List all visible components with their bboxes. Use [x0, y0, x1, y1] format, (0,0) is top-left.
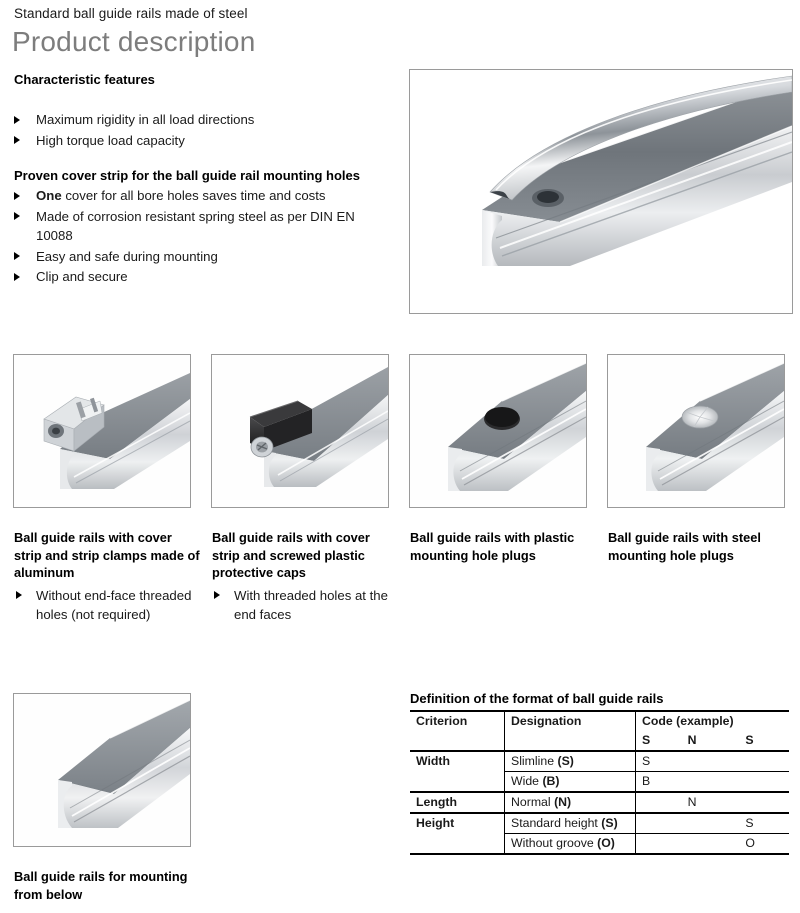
list-item-label: With threaded holes at the end faces	[234, 587, 388, 622]
format-definition-table	[410, 710, 789, 855]
list-item-label: Maximum rigidity in all load directions	[36, 112, 255, 127]
cell-criterion: Length	[410, 792, 505, 813]
designation-abbr: (B)	[542, 774, 560, 788]
designation-abbr: (S)	[601, 816, 618, 830]
figure-mounting-from-below	[13, 693, 191, 847]
code-slot-3	[745, 752, 789, 757]
code-slot-3: S	[745, 816, 754, 830]
page-title: Product description	[12, 26, 256, 57]
cell-code-group	[636, 751, 790, 772]
designation-abbr: (O)	[597, 836, 615, 850]
cell-criterion	[410, 772, 505, 793]
designation-text: Normal	[511, 795, 551, 809]
code-slot-2	[688, 834, 732, 839]
code-slot-2	[688, 752, 732, 757]
triangle-bullet-icon	[14, 116, 20, 124]
cell-designation	[505, 792, 636, 813]
subheader-blank-designation	[505, 731, 636, 751]
page-eyebrow: Standard ball guide rails made of steel	[14, 6, 248, 21]
rail-illustration	[212, 355, 388, 507]
rail-illustration	[410, 355, 586, 507]
cell-designation	[505, 751, 636, 772]
cell-criterion: Height	[410, 813, 505, 834]
code-slot-header-2: N	[687, 733, 697, 747]
table-body	[410, 751, 789, 854]
cell-code-group	[636, 772, 790, 793]
features-heading: Characteristic features	[14, 72, 155, 87]
rail-illustration	[608, 355, 784, 507]
code-slot-1: S	[642, 754, 651, 768]
figure-caption: Ball guide rails for mounting from below	[14, 869, 188, 902]
table-subheader-row	[410, 731, 789, 751]
designation-text: Slimline	[511, 754, 555, 768]
designation-abbr: (N)	[554, 795, 572, 809]
features-list	[14, 110, 394, 151]
list-item-label: High torque load capacity	[36, 132, 185, 148]
figure-caption: Ball guide rails with steel mounting hole plugs	[608, 530, 761, 563]
rail-illustration	[14, 355, 190, 507]
code-slot-1	[642, 834, 686, 839]
caption-bullet-list	[212, 586, 398, 625]
caption-text: Ball guide rails with cover strip and screwed plastic protective caps	[212, 530, 370, 580]
list-item	[14, 207, 394, 246]
code-slot-header-group	[636, 731, 790, 751]
list-item-label: Easy and safe during mounting	[36, 248, 218, 264]
caption-text: Ball guide rails with cover strip and strip clamps made of aluminum	[14, 530, 200, 580]
code-slot-3	[745, 793, 789, 798]
caption-bullet-list	[14, 586, 200, 625]
list-item	[14, 267, 394, 287]
table-row	[410, 792, 789, 813]
list-item	[14, 247, 394, 267]
column-header-criterion: Criterion	[410, 711, 505, 731]
list-item	[212, 586, 398, 625]
list-item-label: Made of corrosion resistant spring steel as per DIN EN 10088	[36, 208, 355, 243]
table-header	[410, 711, 789, 751]
cell-code-group	[636, 813, 790, 834]
code-slot-2	[688, 772, 732, 777]
triangle-bullet-icon	[14, 252, 20, 260]
figure-plastic-hole-plugs	[409, 354, 587, 508]
figure-cover-strip-peeled	[409, 69, 793, 314]
code-slot-1: B	[642, 774, 651, 788]
triangle-bullet-icon	[14, 136, 20, 144]
cell-designation	[505, 834, 636, 855]
column-header-code: Code (example)	[636, 711, 790, 731]
list-item-label: cover for all bore holes saves time and costs	[61, 188, 326, 203]
triangle-bullet-icon	[214, 591, 220, 599]
code-slot-2	[688, 814, 732, 819]
list-item	[14, 186, 394, 206]
table-row	[410, 834, 789, 855]
figure-cover-strip-clamps	[13, 354, 191, 508]
triangle-bullet-icon	[14, 192, 20, 200]
figure-caption	[212, 529, 398, 625]
table-row	[410, 751, 789, 772]
list-item	[14, 586, 200, 625]
table-title: Definition of the format of ball guide rails	[410, 691, 664, 706]
cell-code-group	[636, 792, 790, 813]
cell-designation	[505, 813, 636, 834]
list-item-label: Without end-face threaded holes (not required)	[36, 587, 192, 622]
cover-strip-heading: Proven cover strip for the ball guide rail mounting holes	[14, 168, 360, 183]
subheader-blank-criterion	[410, 731, 505, 751]
triangle-bullet-icon	[14, 212, 20, 220]
code-slot-3: O	[745, 836, 755, 850]
designation-text: Standard height	[511, 816, 598, 830]
designation-text: Without groove	[511, 836, 594, 850]
rail-illustration	[14, 694, 190, 846]
triangle-bullet-icon	[16, 591, 22, 599]
triangle-bullet-icon	[14, 273, 20, 281]
table-row	[410, 772, 789, 793]
code-slot-header-3: S	[745, 733, 754, 747]
code-slot-1	[642, 793, 686, 798]
column-header-designation: Designation	[505, 711, 636, 731]
cell-designation	[505, 772, 636, 793]
cell-code-group	[636, 834, 790, 855]
rail-illustration	[410, 70, 792, 313]
cover-strip-list	[14, 186, 394, 288]
code-slot-2: N	[687, 795, 697, 809]
code-slot-1	[642, 814, 686, 819]
figure-steel-hole-plugs	[607, 354, 785, 508]
cell-criterion: Width	[410, 751, 505, 772]
list-item	[14, 131, 394, 151]
table-header-row	[410, 711, 789, 731]
code-slot-3	[745, 772, 789, 777]
figure-caption: Ball guide rails with plastic mounting hole plugs	[410, 530, 575, 563]
cell-criterion	[410, 834, 505, 855]
table-row	[410, 813, 789, 834]
list-item	[14, 110, 394, 130]
figure-caption	[14, 529, 200, 625]
list-item-label: Clip and secure	[36, 269, 128, 284]
designation-abbr: (S)	[557, 754, 574, 768]
code-slot-header-1: S	[642, 733, 651, 747]
designation-text: Wide	[511, 774, 540, 788]
figure-plastic-protective-cap	[211, 354, 389, 508]
list-item-emphasis: One	[36, 188, 62, 203]
